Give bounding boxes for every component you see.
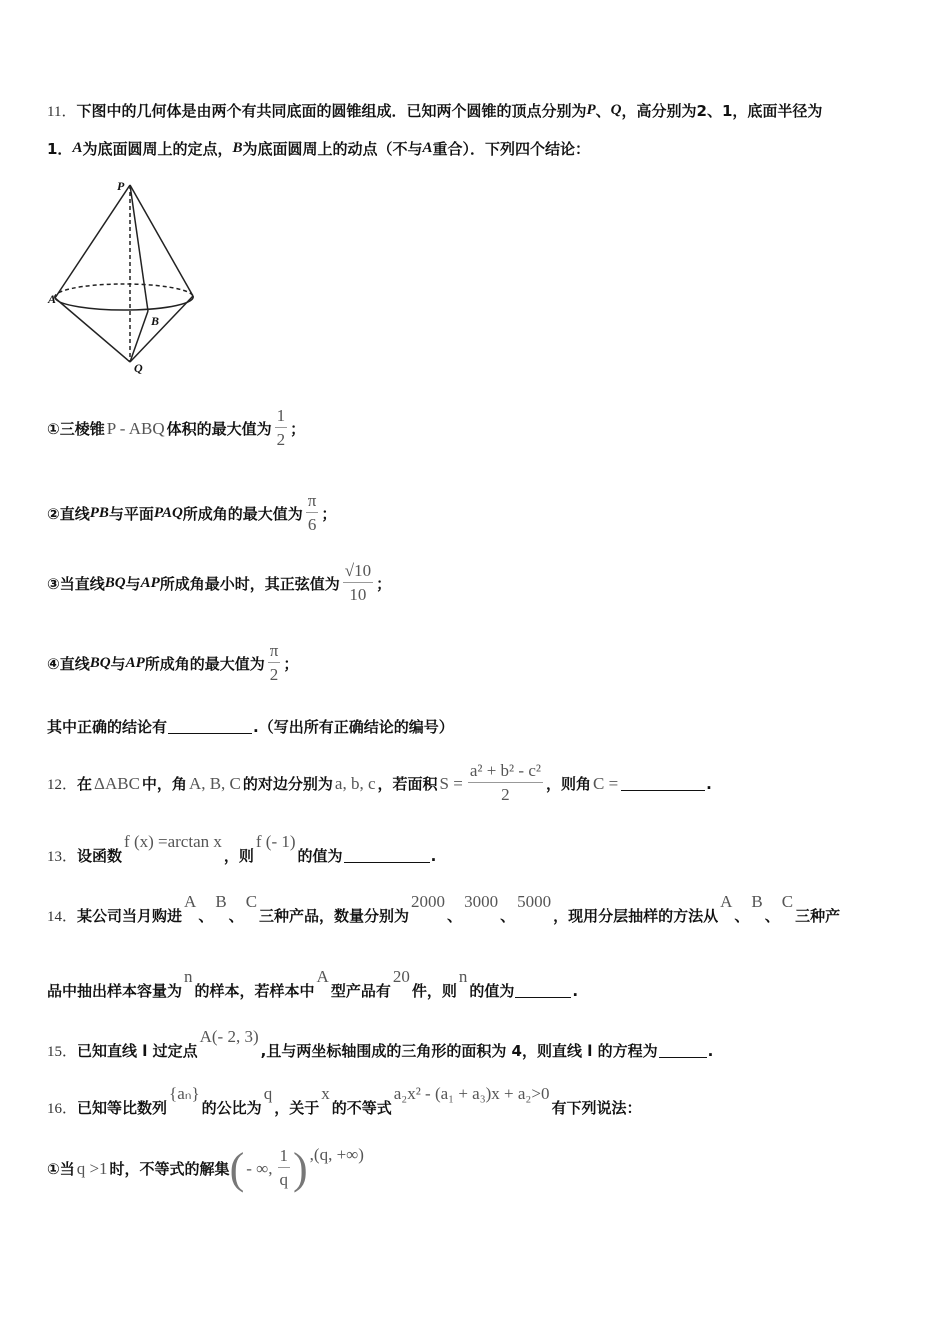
text: 在 xyxy=(77,775,93,793)
question-line xyxy=(47,891,841,926)
math-expression: ΔABC xyxy=(94,773,140,793)
italic-variable: AP xyxy=(125,655,145,671)
italic-variable: A xyxy=(72,140,83,156)
math-expression: C xyxy=(245,891,258,911)
text: 、 xyxy=(500,907,516,925)
base-back xyxy=(55,284,193,298)
italic-variable: A xyxy=(422,140,433,156)
question-line xyxy=(47,716,454,737)
label-A: A xyxy=(48,292,57,306)
math-expression: n xyxy=(184,966,193,986)
text: ①当 xyxy=(47,1160,75,1178)
text: . xyxy=(572,981,579,1000)
denominator: 10 xyxy=(349,585,367,604)
numerator: a² + b² - c² xyxy=(468,760,543,783)
text: . xyxy=(706,774,712,793)
text: 的样本，若样本中 xyxy=(194,982,315,1000)
fraction xyxy=(268,640,281,687)
question-line xyxy=(47,1083,642,1118)
edge-BQ xyxy=(130,311,148,362)
text: ，则角 xyxy=(545,775,591,793)
math-expression: f (- 1) xyxy=(255,831,296,851)
edge-PA xyxy=(55,185,130,298)
text: 与平面 xyxy=(108,505,154,523)
math-expression: - ∞, xyxy=(246,1158,273,1178)
text: 、 xyxy=(734,907,750,925)
label-B: B xyxy=(151,314,160,328)
label-P: P xyxy=(117,179,125,193)
question-number: 12． xyxy=(47,777,78,793)
math-expression: A xyxy=(720,891,733,911)
text: ②直线 xyxy=(47,505,90,523)
math-expression: P - ABQ xyxy=(106,418,165,438)
text: ； xyxy=(290,420,306,438)
answer-blank[interactable] xyxy=(659,1043,707,1058)
numerator: 1 xyxy=(275,405,288,428)
text: 为底面圆周上的动点（不与 xyxy=(242,140,423,158)
text: 、 xyxy=(595,102,611,120)
text: 下图中的几何体是由两个有共同底面的圆锥组成．已知两个圆锥的顶点分别为 xyxy=(76,102,587,120)
math-expression: 3000 xyxy=(464,891,499,911)
question-number: 15． xyxy=(47,1044,78,1060)
text: 已知等比数列 xyxy=(77,1099,168,1117)
text: 的对边分别为 xyxy=(242,775,333,793)
question-line xyxy=(47,966,579,1001)
text: . xyxy=(707,1041,714,1060)
text: . xyxy=(430,846,437,865)
math-expression: A(- 2, 3) xyxy=(199,1026,259,1046)
text: 、 xyxy=(228,907,244,925)
text: 的值为 xyxy=(297,847,343,865)
question-line xyxy=(47,1145,366,1192)
text: 品中抽出样本容量为 xyxy=(47,982,183,1000)
numerator: π xyxy=(306,490,319,513)
text: 已知直线 l 过定点 xyxy=(77,1042,198,1060)
math-expression: C = xyxy=(592,773,619,793)
math-expression: q >1 xyxy=(76,1158,108,1178)
denominator: 2 xyxy=(501,785,510,804)
edge-AQ xyxy=(55,298,130,362)
text: 三种产品，数量分别为 xyxy=(259,907,410,925)
text: 、 xyxy=(764,907,780,925)
text: 时，不等式的解集 xyxy=(109,1160,230,1178)
denominator: 2 xyxy=(276,430,286,449)
italic-variable: AP xyxy=(140,575,160,591)
math-expression: ,(q, +∞) xyxy=(309,1144,364,1164)
question-line xyxy=(47,100,822,121)
text: 三种产 xyxy=(795,907,841,925)
edge-P-right xyxy=(130,185,193,296)
text: 有下列说法： xyxy=(551,1099,642,1117)
text: 体积的最大值为 xyxy=(166,420,272,438)
text: 其中正确的结论有 xyxy=(47,718,168,736)
edge-PB xyxy=(130,185,148,311)
label-Q: Q xyxy=(134,361,143,375)
math-expression: 5000 xyxy=(517,891,552,911)
italic-variable: PB xyxy=(89,505,109,521)
question-line xyxy=(47,560,391,607)
text: 1． xyxy=(47,140,73,158)
text: 中，角 xyxy=(141,775,187,793)
italic-variable: PAQ xyxy=(153,505,183,521)
text: ，高分别为2、1，底面半径为 xyxy=(621,102,823,120)
answer-blank[interactable] xyxy=(344,848,430,863)
text: 、 xyxy=(198,907,214,925)
question-line xyxy=(47,405,305,452)
text: 、 xyxy=(447,907,463,925)
text: ④直线 xyxy=(47,655,90,673)
fraction xyxy=(306,490,319,537)
math-expression: S = xyxy=(439,773,463,793)
question-number: 14． xyxy=(47,909,78,925)
text: 为底面圆周上的定点， xyxy=(82,140,233,158)
fraction xyxy=(343,560,373,607)
answer-blank[interactable] xyxy=(515,983,571,998)
answer-blank[interactable] xyxy=(621,776,705,791)
text: 某公司当月购进 xyxy=(77,907,183,925)
text: ； xyxy=(376,575,392,593)
answer-blank[interactable] xyxy=(168,719,252,734)
math-expression: a, b, c xyxy=(334,773,376,793)
math-expression: 20 xyxy=(392,966,410,986)
edge-right-Q xyxy=(130,296,193,362)
question-number: 13． xyxy=(47,849,78,865)
question-number: 11． xyxy=(47,104,77,120)
question-number: 16． xyxy=(47,1101,78,1117)
math-expression: n xyxy=(458,966,468,986)
text: 型产品有 xyxy=(330,982,391,1000)
text: 件，则 xyxy=(411,982,457,1000)
denominator: q xyxy=(279,1170,288,1189)
text: 重合）．下列四个结论： xyxy=(432,140,591,158)
math-expression: A xyxy=(184,891,197,911)
denominator: 6 xyxy=(307,515,317,534)
math-expression: A, B, C xyxy=(188,773,241,793)
question-line xyxy=(47,1026,714,1061)
text: 与 xyxy=(125,575,141,593)
question-line xyxy=(47,138,590,159)
numerator: √10 xyxy=(343,560,373,583)
math-expression: a₂x² - (a₁ + a₃)x + a₂>0 xyxy=(393,1083,550,1103)
fraction xyxy=(275,405,288,452)
math-expression: B xyxy=(215,891,227,911)
text: ，关于 xyxy=(274,1099,320,1117)
text: 的公比为 xyxy=(201,1099,262,1117)
math-expression: x xyxy=(321,1083,330,1103)
italic-variable: BQ xyxy=(89,655,111,671)
text: ,且与两坐标轴围成的三角形的面积为 4，则直线 l 的方程为 xyxy=(260,1042,658,1060)
question-line xyxy=(47,760,712,807)
text: 设函数 xyxy=(77,847,123,865)
text: 所成角的最大值为 xyxy=(182,505,303,523)
numerator: π xyxy=(268,640,281,663)
base-front xyxy=(55,296,193,310)
text: ①三棱锥 xyxy=(47,420,105,438)
denominator: 2 xyxy=(269,665,279,684)
text: ，现用分层抽样的方法从 xyxy=(553,907,719,925)
question-line xyxy=(47,831,437,866)
math-expression: B xyxy=(751,891,763,911)
text: ，若面积 xyxy=(377,775,438,793)
italic-variable: P xyxy=(586,102,596,118)
bicone-figure xyxy=(45,172,205,377)
italic-variable: B xyxy=(232,140,243,156)
text: 的值为 xyxy=(469,982,515,1000)
text: ； xyxy=(321,505,337,523)
question-line xyxy=(47,490,336,537)
parenthesis: ( xyxy=(229,1143,245,1193)
italic-variable: Q xyxy=(610,102,622,118)
math-expression: C xyxy=(781,891,794,911)
text: .（写出所有正确结论的编号） xyxy=(253,718,454,736)
text: ，则 xyxy=(223,847,254,865)
text: 与 xyxy=(110,655,126,673)
text: 所成角的最大值为 xyxy=(144,655,265,673)
parenthesis: ) xyxy=(293,1143,308,1193)
fraction xyxy=(468,760,543,807)
numerator: 1 xyxy=(278,1145,291,1168)
math-expression: A xyxy=(316,966,329,986)
math-expression: f (x) =arctan x xyxy=(124,831,222,851)
text: ； xyxy=(283,655,299,673)
text: 的不等式 xyxy=(331,1099,392,1117)
fraction xyxy=(278,1145,291,1192)
question-line xyxy=(47,640,298,687)
math-expression: 2000 xyxy=(411,891,446,911)
math-expression: q xyxy=(263,1083,273,1103)
math-expression: {aₙ} xyxy=(169,1083,200,1103)
text: ③当直线 xyxy=(47,575,105,593)
italic-variable: BQ xyxy=(104,575,126,591)
text: 所成角最小时，其正弦值为 xyxy=(159,575,340,593)
